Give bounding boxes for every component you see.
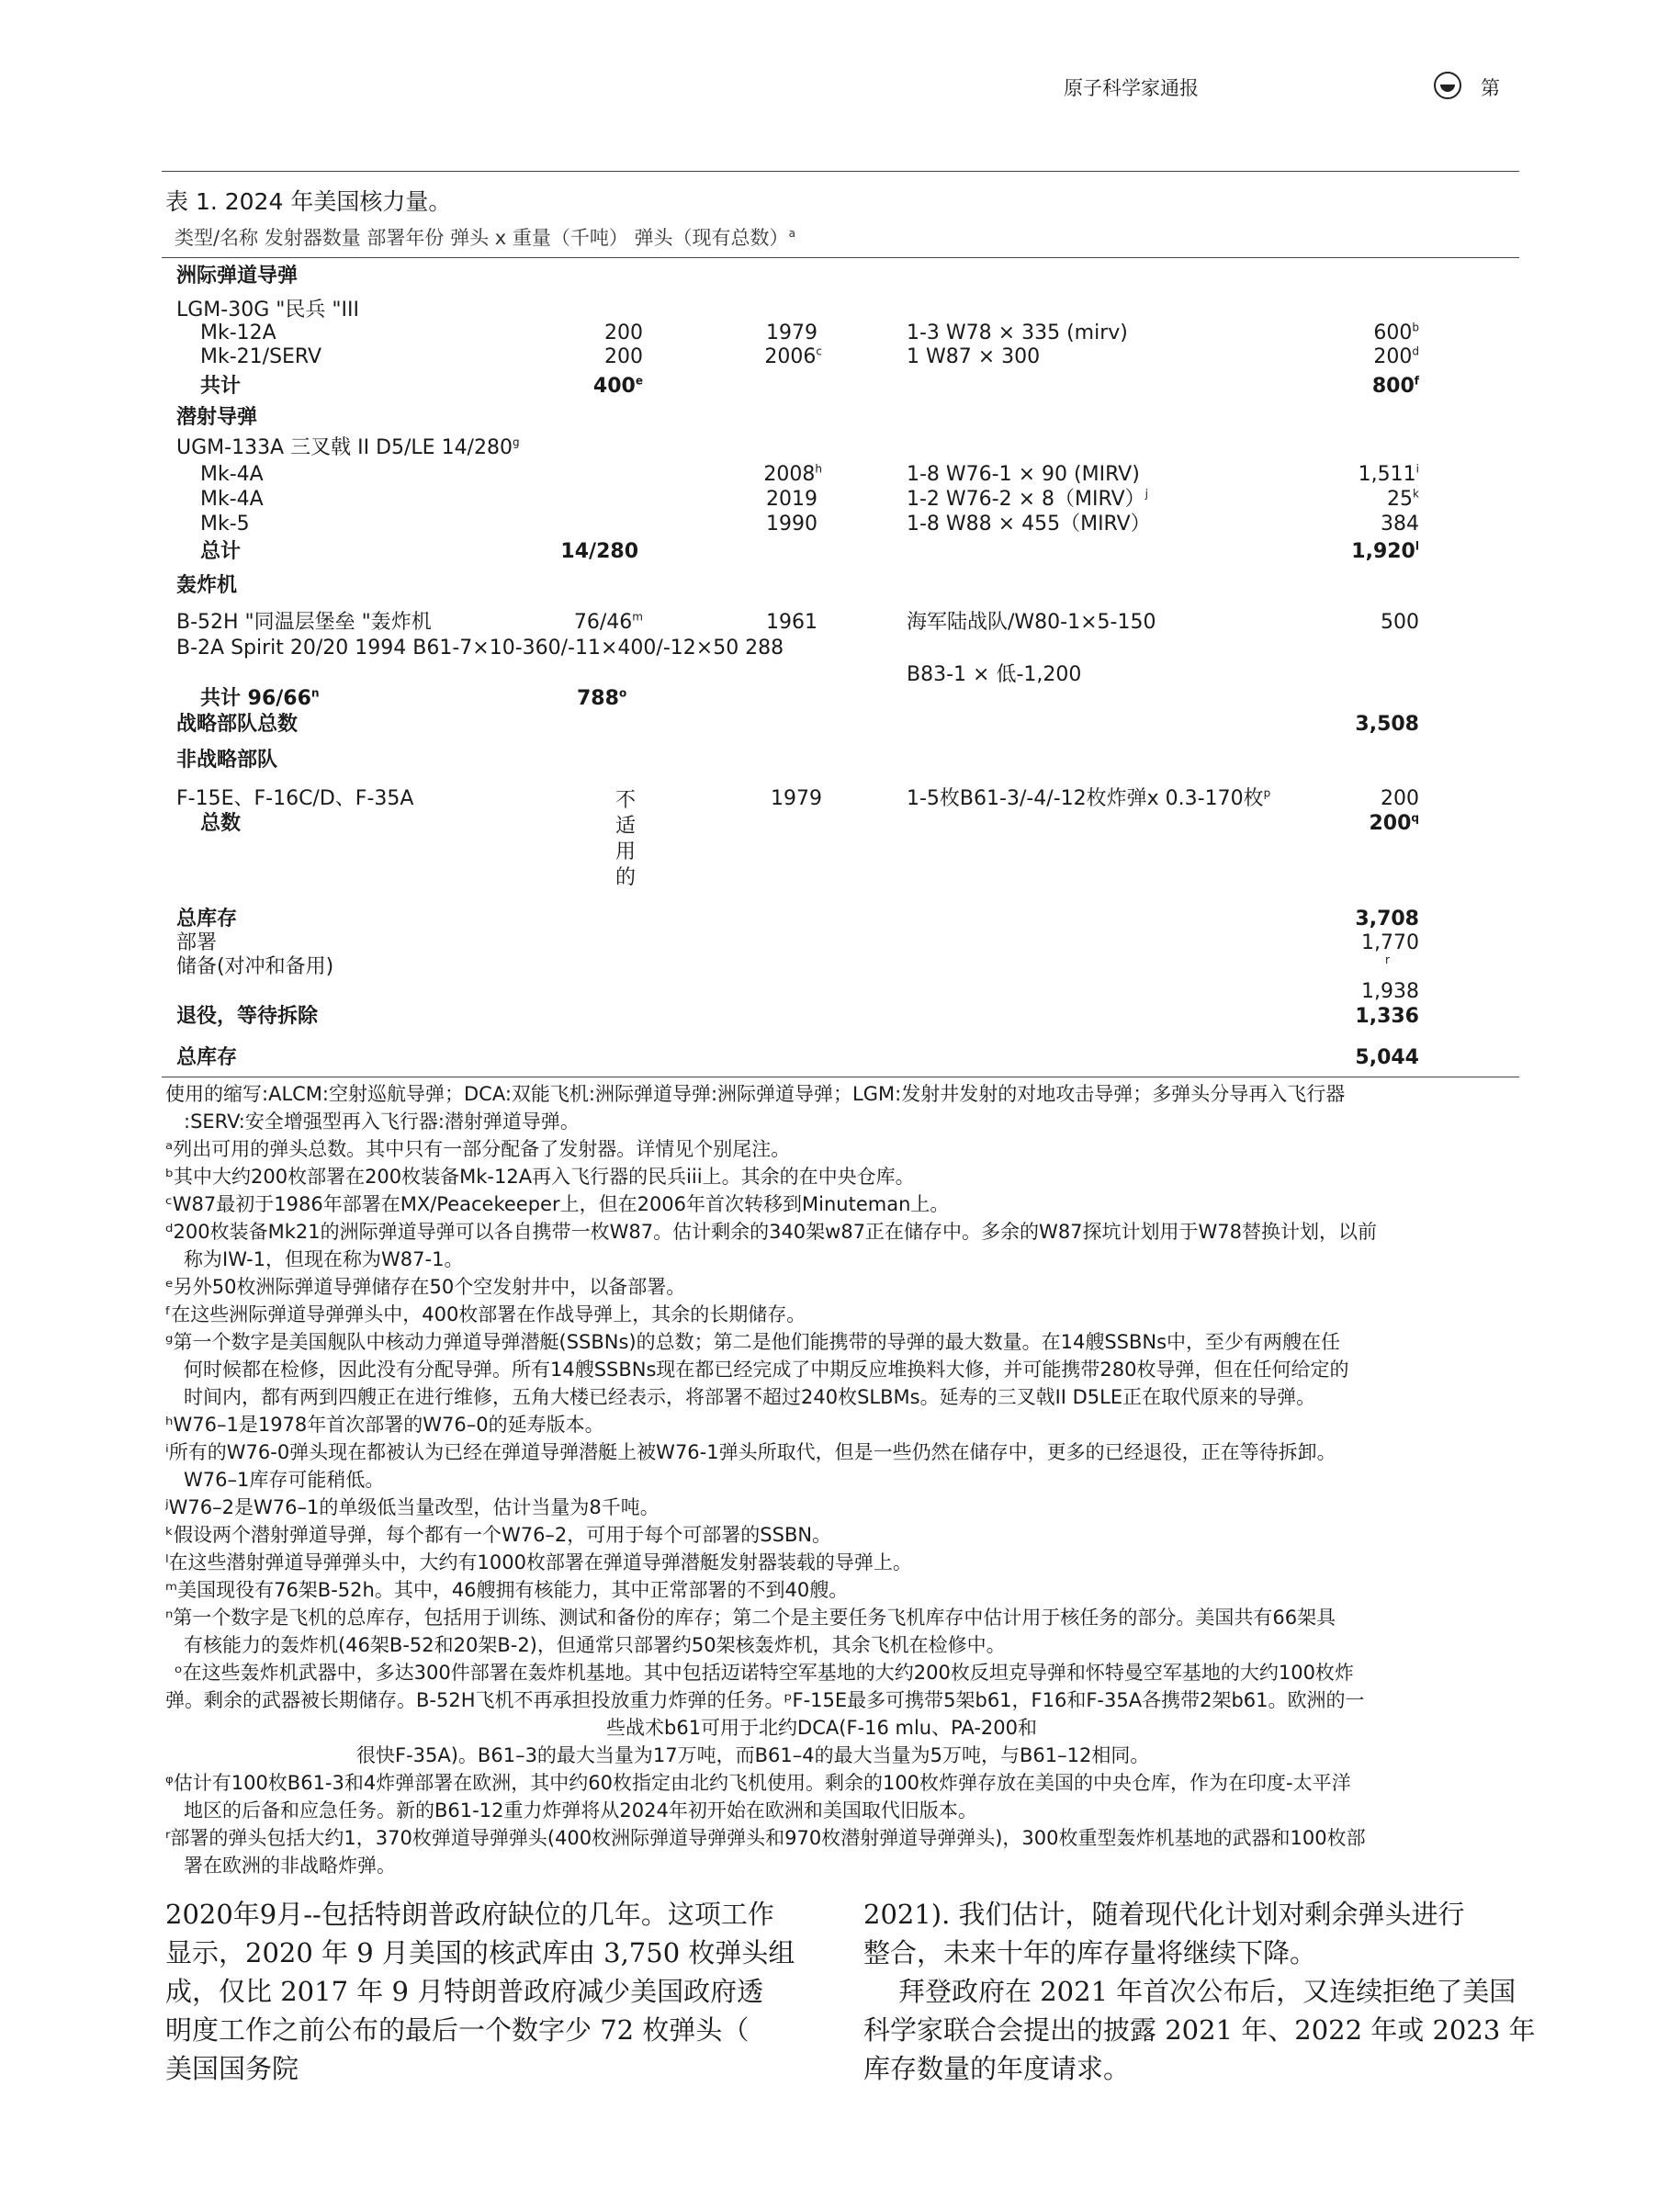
stockpile-value: 3,708 [1355,908,1419,930]
note-line: ᵃ列出可用的弹头总数。其中只有一部分配备了发射器。详情见个别尾注。 [165,1138,791,1160]
stockpile-label: 总库存 [176,908,238,930]
table-row-total: 384 [1381,513,1419,536]
slbm-system: UGM-133A 三叉戟 II D5/LE 14/280$^g$ [176,435,520,459]
body-right-line: 整合，未来十年的库存量将继续下降。 [863,1937,1317,1968]
note-line: ʰW76–1是1978年首次部署的W76–0的延寿版本。 [165,1414,604,1436]
note-line: 何时候都在检修，因此没有分配导弹。所有14艘SSBNs现在都已经完成了中期反应堆换料大修，并可能携带280枚导弹，但在任何给定的 [184,1359,1349,1381]
table-row-name: Mk-4A [200,463,264,486]
icbm-subtotal-launchers: 400e [592,374,643,398]
body-left-line: 显示，2020 年 9 月美国的核武库由 3,750 枚弹头组 [165,1937,795,1968]
slbm-subtotal-label: 总计 [200,540,242,563]
table-row-warhead: 1-5枚B61-3/-4/-12枚炸弹x 0.3-170枚$^p$ [907,786,1271,810]
inventory-label: 总库存 [176,1046,238,1069]
note-line: 弹。剩余的武器被长期储存。B-52H飞机不再承担投放重力炸弹的任务。ᵖF-15E最多可携带5架b61，F16和F-35A各携带2架b61。欧洲的一 [165,1689,1365,1711]
table-row-name: Mk-21/SERV [200,345,322,368]
note-line: ʲW76–2是W76–1的单级低当量改型，估计当量为8千吨。 [165,1496,660,1518]
note-line: ᵉ另外50枚洲际弹道导弹储存在50个空发射井中，以备部署。 [165,1276,686,1298]
table-row-launchers: 不适用的 [615,789,637,889]
note-line: 时间内，都有两到四艘正在进行维修，五角大楼已经表示，将部署不超过240枚SLBMs。延寿的三叉戟II D5LE正在取代原来的导弹。 [184,1386,1316,1408]
strategic-total-label: 战略部队总数 [176,713,299,736]
note-line: ᶠ在这些洲际弹道导弹弹头中，400枚部署在作战导弹上，其余的长期储存。 [165,1303,806,1325]
note-line: ᵈ200枚装备Mk21的洲际弹道导弹可以各自携带一枚W87。估计剩余的340架w87正在储存中。多余的W87探坑计划用于W78替换计划，以前 [165,1221,1378,1243]
table-row-year: 2019 [766,488,817,511]
header-rule [162,171,1519,172]
note-line: 些战术b61可用于北约DCA(F-16 mlu、PA-200和 [606,1717,1037,1739]
page-marker: 第 [1481,77,1500,99]
body-right-line: 科学家联合会提出的披露 2021 年、2022 年或 2023 年 [863,2014,1536,2046]
note-line: 地区的后备和应急任务。新的B61-12重力炸弹将从2024年初开始在欧洲和美国取代旧版本。 [184,1799,977,1821]
retired-value: 1,336 [1355,1005,1419,1028]
table-top-rule [162,257,1519,258]
note-line: ᵐ美国现役有76架B-52h。其中，46艘拥有核能力，其中正常部署的不到40艘。 [165,1579,849,1601]
table-row-name: F-15E、F-16C/D、F-35A [176,787,414,810]
table-row-launchers: 200 [604,321,643,344]
deployed-label: 部署 [176,931,218,954]
table-row-total: 200$^d$ [1373,344,1419,368]
table-row-year: 1979 [766,321,817,344]
deployed-value: 1,770 [1361,931,1419,954]
note-line: ⁿ第一个数字是飞机的总库存，包括用于训练、测试和备份的库存；第二个是主要任务飞机库存中估计用于核任务的部分。美国共有66架具 [165,1607,1336,1629]
table-row-warhead: 1-2 W76-2 × 8（MIRV）$^j$ [907,487,1148,511]
table-row-year: 1979 [771,787,822,810]
body-left-line: 成，仅比 2017 年 9 月特朗普政府减少美国政府透 [165,1976,764,2007]
note-line: ᵒ在这些轰炸机武器中，多达300件部署在轰炸机基地。其中包括迈诺特空军基地的大约200枚反坦克导弹和怀特曼空军基地的大约100枚炸 [175,1662,1354,1684]
table-row-warhead: 1 W87 × 300 [907,345,1041,368]
nonstrategic-subtotal-label: 总数 [200,812,242,835]
note-line: 称为IW-1，但现在称为W87-1。 [184,1248,464,1270]
slbm-heading: 潜射导弹 [176,406,258,429]
b2-row: B-2A Spirit 20/20 1994 B61-7×10-360/-11×400/-12×50 288 [176,637,784,660]
table-row-name: Mk-12A [200,321,276,344]
reserve-label: 储备(对冲和备用) [176,955,334,978]
body-right-line: 库存数量的年度请求。 [863,2053,1131,2084]
table-row-launchers: 200 [604,345,643,368]
icbm-system: LGM-30G "民兵 "III [176,299,359,321]
note-line: :SERV:安全增强型再入飞行器:潜射弹道导弹。 [184,1111,580,1133]
table-row-total: 25$^k$ [1387,487,1419,511]
note-line: ʳ部署的弹头包括大约1，370枚弹道导弹弹头(400枚洲际弹道导弹弹头和970枚潜射弹道导弹弹头)，300枚重型轰炸机基地的武器和100枚部 [165,1827,1366,1849]
note-line: ᶜW87最初于1986年部署在MX/Peacekeeper上，但在2006年首次转移到Minuteman上。 [165,1193,950,1215]
journal-title: 原子科学家通报 [1064,77,1199,99]
icbm-subtotal-total: 800$^f$ [1371,374,1419,398]
slbm-subtotal-launchers: 14/280 [560,540,638,563]
slbm-subtotal-total: 1,920$^l$ [1351,539,1419,563]
icbm-subtotal-label: 共计 [200,375,242,398]
table-row-total: 500 [1381,611,1419,634]
table-row-year: 1990 [766,513,817,536]
nonstrategic-heading: 非战略部队 [176,749,278,772]
reserve-value: 1,938 [1361,980,1419,1003]
note-line: ᵏ假设两个潜射弹道导弹，每个都有一个W76–2，可用于每个可部署的SSBN。 [165,1524,832,1546]
table-row-total: 200 [1381,787,1419,810]
body-right-line: 2021). 我们估计，随着现代化计划对剩余弹头进行 [863,1899,1465,1930]
body-left-line: 2020年9月--包括特朗普政府缺位的几年。这项工作 [165,1899,774,1930]
table-row-launchers: 76/46$^m$ [573,610,643,634]
table-row-year: 1961 [766,611,817,634]
note-line: ˡ在这些潜射弹道导弹弹头中，大约有1000枚部署在弹道导弹潜艇发射器装载的导弹上。 [165,1551,912,1573]
table-caption: 表 1. 2024 年美国核力量。 [165,188,452,215]
table-row-name: B-52H "同温层堡垒 "轰炸机 [176,611,432,634]
note-line: ᵍ第一个数字是美国舰队中核动力弹道导弹潜艇(SSBNs)的总数；第二是他们能携带的导弹的最大数量。在14艘SSBNs中，至少有两艘在任 [165,1331,1341,1353]
note-line: W76–1库存可能稍低。 [184,1469,385,1491]
bombers-subtotal-total: 788$^o$ [577,686,627,710]
table-row-name: Mk-5 [200,513,250,536]
note-line: 很快F-35A)。B61–3的最大当量为17万吨，而B61–4的最大当量为5万吨，与B61–12相同。 [356,1744,1150,1766]
table-row-warhead: 1-3 W78 × 335 (mirv) [907,321,1128,344]
b83-row: B83-1 × 低-1,200 [907,663,1082,686]
note-line: 使用的缩写:ALCM:空射巡航导弹；DCA:双能飞机:洲际弹道导弹:洲际弹道导弹；LGM:发射井发射的对地攻击导弹；多弹头分导再入飞行器 [165,1083,1346,1105]
body-left-line: 明度工作之前公布的最后一个数字少 72 枚弹头（ [165,2014,750,2046]
strategic-total: 3,508 [1355,713,1419,736]
table-row-year: 2008$^h$ [763,462,822,486]
table-row-warhead: 海军陆战队/W80-1×5-150 [907,611,1156,634]
table-row-total: 1,511$^i$ [1358,462,1419,486]
note-line: 有核能力的轰炸机(46架B-52和20架B-2)，但通常只部署约50架核轰炸机，其余飞机在检修中。 [184,1634,1006,1656]
retired-label: 退役，等待拆除 [176,1005,319,1028]
icbm-heading: 洲际弹道导弹 [176,265,299,288]
table-row-warhead: 1-8 W88 × 455（MIRV） [907,513,1151,536]
journal-logo-icon [1434,72,1461,99]
table-row-year: 2006$^c$ [764,344,822,368]
table-row-warhead: 1-8 W76-1 × 90 (MIRV) [907,463,1140,486]
note-line: ⁱ所有的W76-0弹头现在都被认为已经在弹道导弹潜艇上被W76-1弹头所取代，但是一些仍然在储存中，更多的已经退役，正在等待拆卸。 [165,1441,1336,1463]
table-row-total: 600$^b$ [1373,321,1419,344]
nonstrategic-subtotal-total: 200$^q$ [1369,811,1419,835]
bombers-heading: 轰炸机 [176,574,238,597]
table-columns: 类型/名称 发射器数量 部署年份 弹头 x 重量（千吨） 弹头（现有总数）$^a$ [175,227,795,249]
body-left-line: 美国国务院 [165,2053,299,2084]
inventory-value: 5,044 [1355,1046,1419,1069]
body-right-line: 拜登政府在 2021 年首次公布后，又连续拒绝了美国 [898,1976,1517,2007]
note-line: ᵇ其中大约200枚部署在200枚装备Mk-12A再入飞行器的民兵iii上。其余的在中央仓库。 [165,1166,915,1188]
note-line: ᵠ估计有100枚B61-3和4炸弹部署在欧洲，其中约60枚指定由北约飞机使用。剩余的100枚炸弹存放在美国的中央仓库，作为在印度-太平洋 [165,1772,1351,1794]
note-line: 署在欧洲的非战略炸弹。 [184,1855,396,1877]
table-row-name: Mk-4A [200,488,264,511]
bombers-subtotal-label: 共计 96/66$^n$ [200,686,320,710]
deployed-sup: r [1385,953,1390,966]
